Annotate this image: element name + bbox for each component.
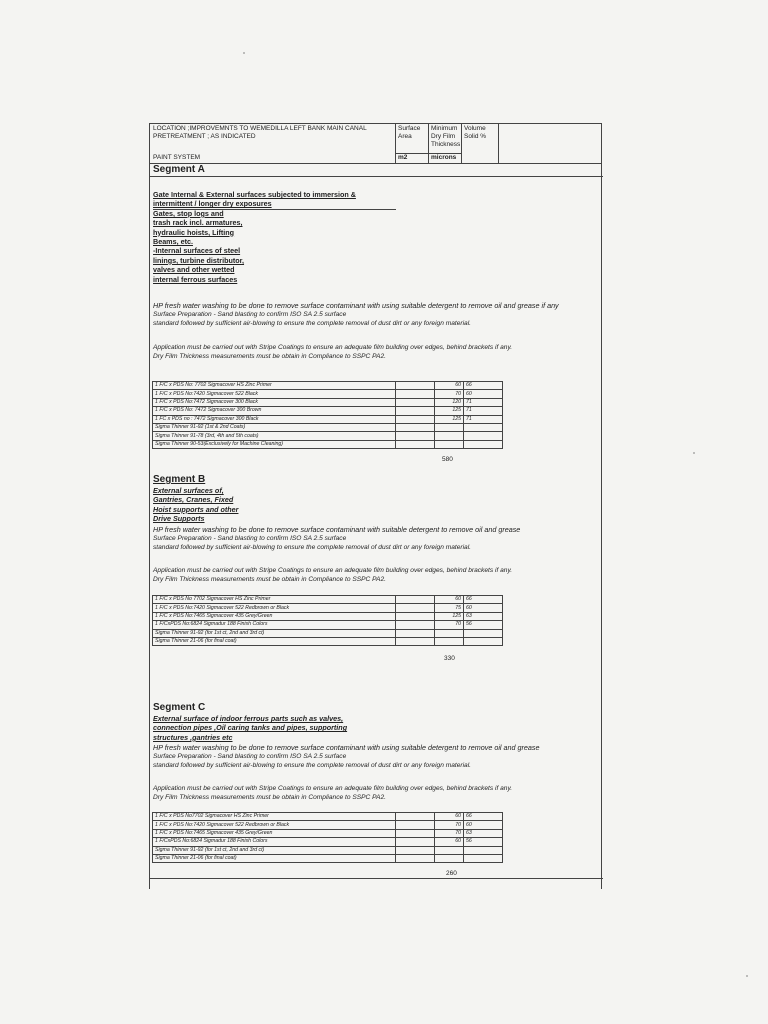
- paint-specification-sheet: [149, 123, 602, 889]
- subject-line: Beams, etc.: [153, 237, 193, 247]
- surface-area-label: Surface Area: [398, 125, 421, 140]
- coat-name: Sigma Thinner 90-53(Exclusively for Machine Cleaning): [153, 440, 396, 448]
- coat-row: [153, 596, 503, 604]
- coat-dft: [435, 854, 464, 862]
- sheet-bottom-rule: [150, 878, 603, 879]
- coat-volume-solid: 71: [464, 398, 503, 406]
- subject-line: connection pipes ,Oil caring tanks and pipes, supporting: [153, 723, 348, 733]
- coat-dft: 70: [435, 821, 464, 829]
- coat-volume-solid: 63: [464, 612, 503, 620]
- prep-line: standard followed by sufficient air-blowing to ensure the complete removal of dust dirt or any foreign material.: [153, 320, 472, 328]
- coat-row: [153, 829, 503, 837]
- coat-row: [153, 612, 503, 620]
- subject-line: Gantries, Cranes, Fixed: [153, 495, 234, 505]
- coat-volume-solid: 63: [464, 829, 503, 837]
- coat-dft: [435, 432, 464, 440]
- coat-row: [153, 813, 503, 821]
- coat-volume-solid: [464, 432, 503, 440]
- coat-name: 1 F/C x PDS No:7420 Sigmacover 522 Black: [153, 390, 396, 398]
- coat-name: 1 F/C x PDS No:7420 Sigmacover 522 Redbrown or Black: [153, 604, 396, 612]
- coat-row: [153, 821, 503, 829]
- coat-volume-solid: [464, 440, 503, 448]
- coat-name: 1 FC x PDS no : 7472 Sigmacover 300 Black: [153, 415, 396, 423]
- coat-volume-solid: 66: [464, 596, 503, 604]
- coat-dft: 70: [435, 390, 464, 398]
- coat-name: 1 F/C x PDS No: 7702 Sigmacover HS Zinc Primer: [153, 382, 396, 390]
- segment-a-application: [153, 343, 512, 361]
- coat-row: [153, 621, 503, 629]
- segment-a-subject-rule: [153, 209, 396, 210]
- coat-volume-solid: 60: [464, 604, 503, 612]
- pretreatment-text: PRETREATMENT ; AS INDICATED: [153, 133, 256, 140]
- dft-label: Minimum Dry Film Thickness: [431, 125, 461, 148]
- coat-name: 1 F/C x PDS No7702 Sigmacover HS Zinc Primer: [153, 813, 396, 821]
- subject-line: Gates, stop logs and: [153, 208, 224, 218]
- coat-dft: 60: [435, 838, 464, 846]
- segment-b-coat-table: [152, 595, 503, 646]
- coat-surface-area: [396, 637, 435, 645]
- segment-c-total: 260: [446, 870, 457, 877]
- coat-volume-solid: [464, 423, 503, 431]
- segment-a-title: Segment A: [153, 164, 205, 175]
- segment-b-preparation: [153, 525, 520, 553]
- coat-surface-area: [396, 838, 435, 846]
- coat-surface-area: [396, 821, 435, 829]
- scan-speck: [746, 975, 748, 977]
- subject-line: Gate Internal & External surfaces subjected to immersion &: [153, 190, 356, 199]
- coat-row: [153, 846, 503, 854]
- sheet-header: [150, 124, 601, 164]
- location-text: LOCATION ;IMPROVEMNTS TO WEMEDILLA LEFT BANK MAIN CANAL: [153, 125, 367, 132]
- coat-surface-area: [396, 407, 435, 415]
- coat-surface-area: [396, 423, 435, 431]
- segment-b-application: [153, 566, 512, 584]
- coat-name: 1 F/C x PDS No: 7472 Sigmacover 300 Brown: [153, 407, 396, 415]
- coat-name: 1 F/C x PDS No:7420 Sigmacover 522 Redbrown or Black: [153, 821, 396, 829]
- coat-row: [153, 629, 503, 637]
- prep-line: HP fresh water washing to be done to remove surface contaminant with using suitable detergent to remove oil and grease: [153, 743, 540, 752]
- surface-area-unit: m2: [396, 153, 428, 162]
- coat-dft: 60: [435, 596, 464, 604]
- segment-a-subject: [153, 190, 356, 284]
- coat-dft: 125: [435, 407, 464, 415]
- coat-volume-solid: 56: [464, 838, 503, 846]
- application-line: Dry Film Thickness measurements must be obtain in Compliance to SSPC PA2.: [153, 576, 386, 584]
- application-line: Application must be carried out with Stripe Coatings to ensure an adequate film building over edges, behind brackets if any.: [153, 344, 513, 351]
- segment-a-total: 580: [442, 456, 453, 463]
- subject-line: External surface of indoor ferrous parts such as valves,: [153, 714, 344, 723]
- prep-line: HP fresh water washing to be done to remove surface contaminant with using suitable detergent to remove oil and grease if any: [153, 301, 559, 310]
- prep-line: standard followed by sufficient air-blowing to ensure the complete removal of dust dirt or any foreign material.: [153, 544, 472, 552]
- coat-name: Sigma Thinner 91-92 (for 1st ct, 2nd and 3rd ct): [153, 846, 396, 854]
- coat-row: [153, 838, 503, 846]
- subject-line: valves and other wetted: [153, 265, 235, 275]
- subject-line: Hoist supports and other: [153, 504, 239, 514]
- coat-name: 1 F/CxPDS No:6824 Sigmadur 188 Finish Colors: [153, 621, 396, 629]
- coat-dft: [435, 637, 464, 645]
- coat-surface-area: [396, 432, 435, 440]
- segment-b-subject: [153, 486, 238, 524]
- coat-surface-area: [396, 612, 435, 620]
- prep-line: Surface Preparation - Sand blasting to confirm ISO SA 2.5 surface: [153, 753, 347, 761]
- coat-name: 1 F/C x PDS No:7465 Sigmacover 435 Grey/Green: [153, 612, 396, 620]
- coat-dft: 70: [435, 829, 464, 837]
- coat-name: Sigma Thinner 91-92 (for 1st ct, 2nd and 3rd ct): [153, 629, 396, 637]
- coat-dft: 75: [435, 604, 464, 612]
- coat-surface-area: [396, 398, 435, 406]
- volume-solid-label: Volume Solid %: [464, 125, 487, 140]
- coat-row: [153, 854, 503, 862]
- application-line: Dry Film Thickness measurements must be obtain in Compliance to SSPC PA2.: [153, 794, 386, 802]
- coat-name: Sigma Thinner 21-06 (for final coat): [153, 637, 396, 645]
- coat-volume-solid: [464, 854, 503, 862]
- segment-a-rule: [150, 176, 603, 177]
- coat-name: Sigma Thinner 91-92 (1st & 2nd Coats): [153, 423, 396, 431]
- segment-c-title: Segment C: [153, 702, 206, 713]
- coat-volume-solid: [464, 629, 503, 637]
- coat-surface-area: [396, 604, 435, 612]
- subject-line: -Internal surfaces of steel: [153, 246, 241, 256]
- coat-row: [153, 382, 503, 390]
- coat-row: [153, 423, 503, 431]
- coat-dft: [435, 629, 464, 637]
- coat-name: 1 F/C x PDS No:7472 Sigmacover 300 Black: [153, 398, 396, 406]
- coat-volume-solid: 66: [464, 382, 503, 390]
- coat-volume-solid: 60: [464, 390, 503, 398]
- coat-volume-solid: 60: [464, 821, 503, 829]
- coat-surface-area: [396, 415, 435, 423]
- coat-dft: 60: [435, 382, 464, 390]
- coat-surface-area: [396, 846, 435, 854]
- segment-b-title: Segment B: [153, 474, 206, 485]
- coat-surface-area: [396, 813, 435, 821]
- coat-row: [153, 637, 503, 645]
- coat-dft: 125: [435, 415, 464, 423]
- subject-line: External surfaces of,: [153, 486, 224, 495]
- coat-row: [153, 390, 503, 398]
- application-line: Application must be carried out with Stripe Coatings to ensure an adequate film building over edges, behind brackets if any.: [153, 567, 513, 574]
- application-line: Dry Film Thickness measurements must be obtain in Compliance to SSPC PA2.: [153, 353, 386, 361]
- segment-a-preparation: [153, 301, 559, 329]
- coat-surface-area: [396, 390, 435, 398]
- scan-speck: [693, 452, 695, 454]
- coat-volume-solid: 71: [464, 407, 503, 415]
- coat-surface-area: [396, 621, 435, 629]
- coat-name: 1 F/C x PDS No:7465 Sigmacover 435 Grey/Green: [153, 829, 396, 837]
- scan-speck: [243, 52, 245, 54]
- coat-name: 1 F/C x PDS No 7702 Sigmacover HS Zinc Primer: [153, 596, 396, 604]
- paint-system-label: PAINT SYSTEM: [153, 154, 201, 161]
- segment-b-total: 330: [444, 655, 455, 662]
- coat-row: [153, 604, 503, 612]
- subject-line: hydraulic hoists, Lifting: [153, 227, 235, 237]
- segment-c-coat-table: [152, 812, 503, 863]
- coat-dft: 70: [435, 621, 464, 629]
- coat-surface-area: [396, 829, 435, 837]
- segment-c-application: [153, 784, 512, 802]
- coat-dft: 120: [435, 398, 464, 406]
- prep-line: Surface Preparation - Sand blasting to confirm ISO SA 2.5 surface: [153, 535, 347, 543]
- coat-dft: 60: [435, 813, 464, 821]
- coat-row: [153, 407, 503, 415]
- coat-volume-solid: 66: [464, 813, 503, 821]
- segment-c-preparation: [153, 743, 539, 771]
- coat-row: [153, 415, 503, 423]
- coat-name: Sigma Thinner 91-78 (3rd, 4th and 5th coats): [153, 432, 396, 440]
- subject-line: linings, turbine distributor,: [153, 255, 245, 265]
- coat-dft: [435, 440, 464, 448]
- dft-header: [428, 124, 461, 163]
- coat-surface-area: [396, 440, 435, 448]
- location-label: [153, 125, 391, 141]
- application-line: Application must be carried out with Stripe Coatings to ensure an adequate film building over edges, behind brackets if any.: [153, 785, 513, 792]
- dft-unit: microns: [429, 153, 461, 162]
- coat-row: [153, 432, 503, 440]
- coat-dft: [435, 846, 464, 854]
- surface-area-header: [395, 124, 428, 163]
- subject-line: internal ferrous surfaces: [153, 274, 238, 284]
- subject-line: Drive Supports: [153, 514, 205, 524]
- prep-line: Surface Preparation - Sand blasting to confirm ISO SA 2.5 surface: [153, 311, 347, 319]
- subject-line: structures ,gantries etc: [153, 732, 233, 742]
- coat-name: 1 F/CxPDS No:6824 Sigmadur 188 Finish Colors: [153, 838, 396, 846]
- coat-dft: [435, 423, 464, 431]
- prep-line: HP fresh water washing to be done to remove surface contaminant with suitable detergent to remove oil and grease: [153, 525, 521, 534]
- segment-a-coat-table: [152, 381, 503, 449]
- coat-volume-solid: 56: [464, 621, 503, 629]
- segment-c-subject: [153, 714, 347, 742]
- coat-surface-area: [396, 596, 435, 604]
- subject-line: trash rack incl. armatures,: [153, 218, 243, 228]
- subject-line: intermittent / longer dry exposures: [153, 199, 272, 209]
- prep-line: standard followed by sufficient air-blowing to ensure the complete removal of dust dirt or any foreign material.: [153, 762, 472, 770]
- coat-volume-solid: 71: [464, 415, 503, 423]
- coat-volume-solid: [464, 637, 503, 645]
- coat-surface-area: [396, 382, 435, 390]
- volume-solid-header: [461, 124, 499, 163]
- coat-volume-solid: [464, 846, 503, 854]
- coat-surface-area: [396, 854, 435, 862]
- coat-name: Sigma Thinner 21-06 (for final coat): [153, 854, 396, 862]
- coat-row: [153, 440, 503, 448]
- coat-row: [153, 398, 503, 406]
- coat-dft: 125: [435, 612, 464, 620]
- coat-surface-area: [396, 629, 435, 637]
